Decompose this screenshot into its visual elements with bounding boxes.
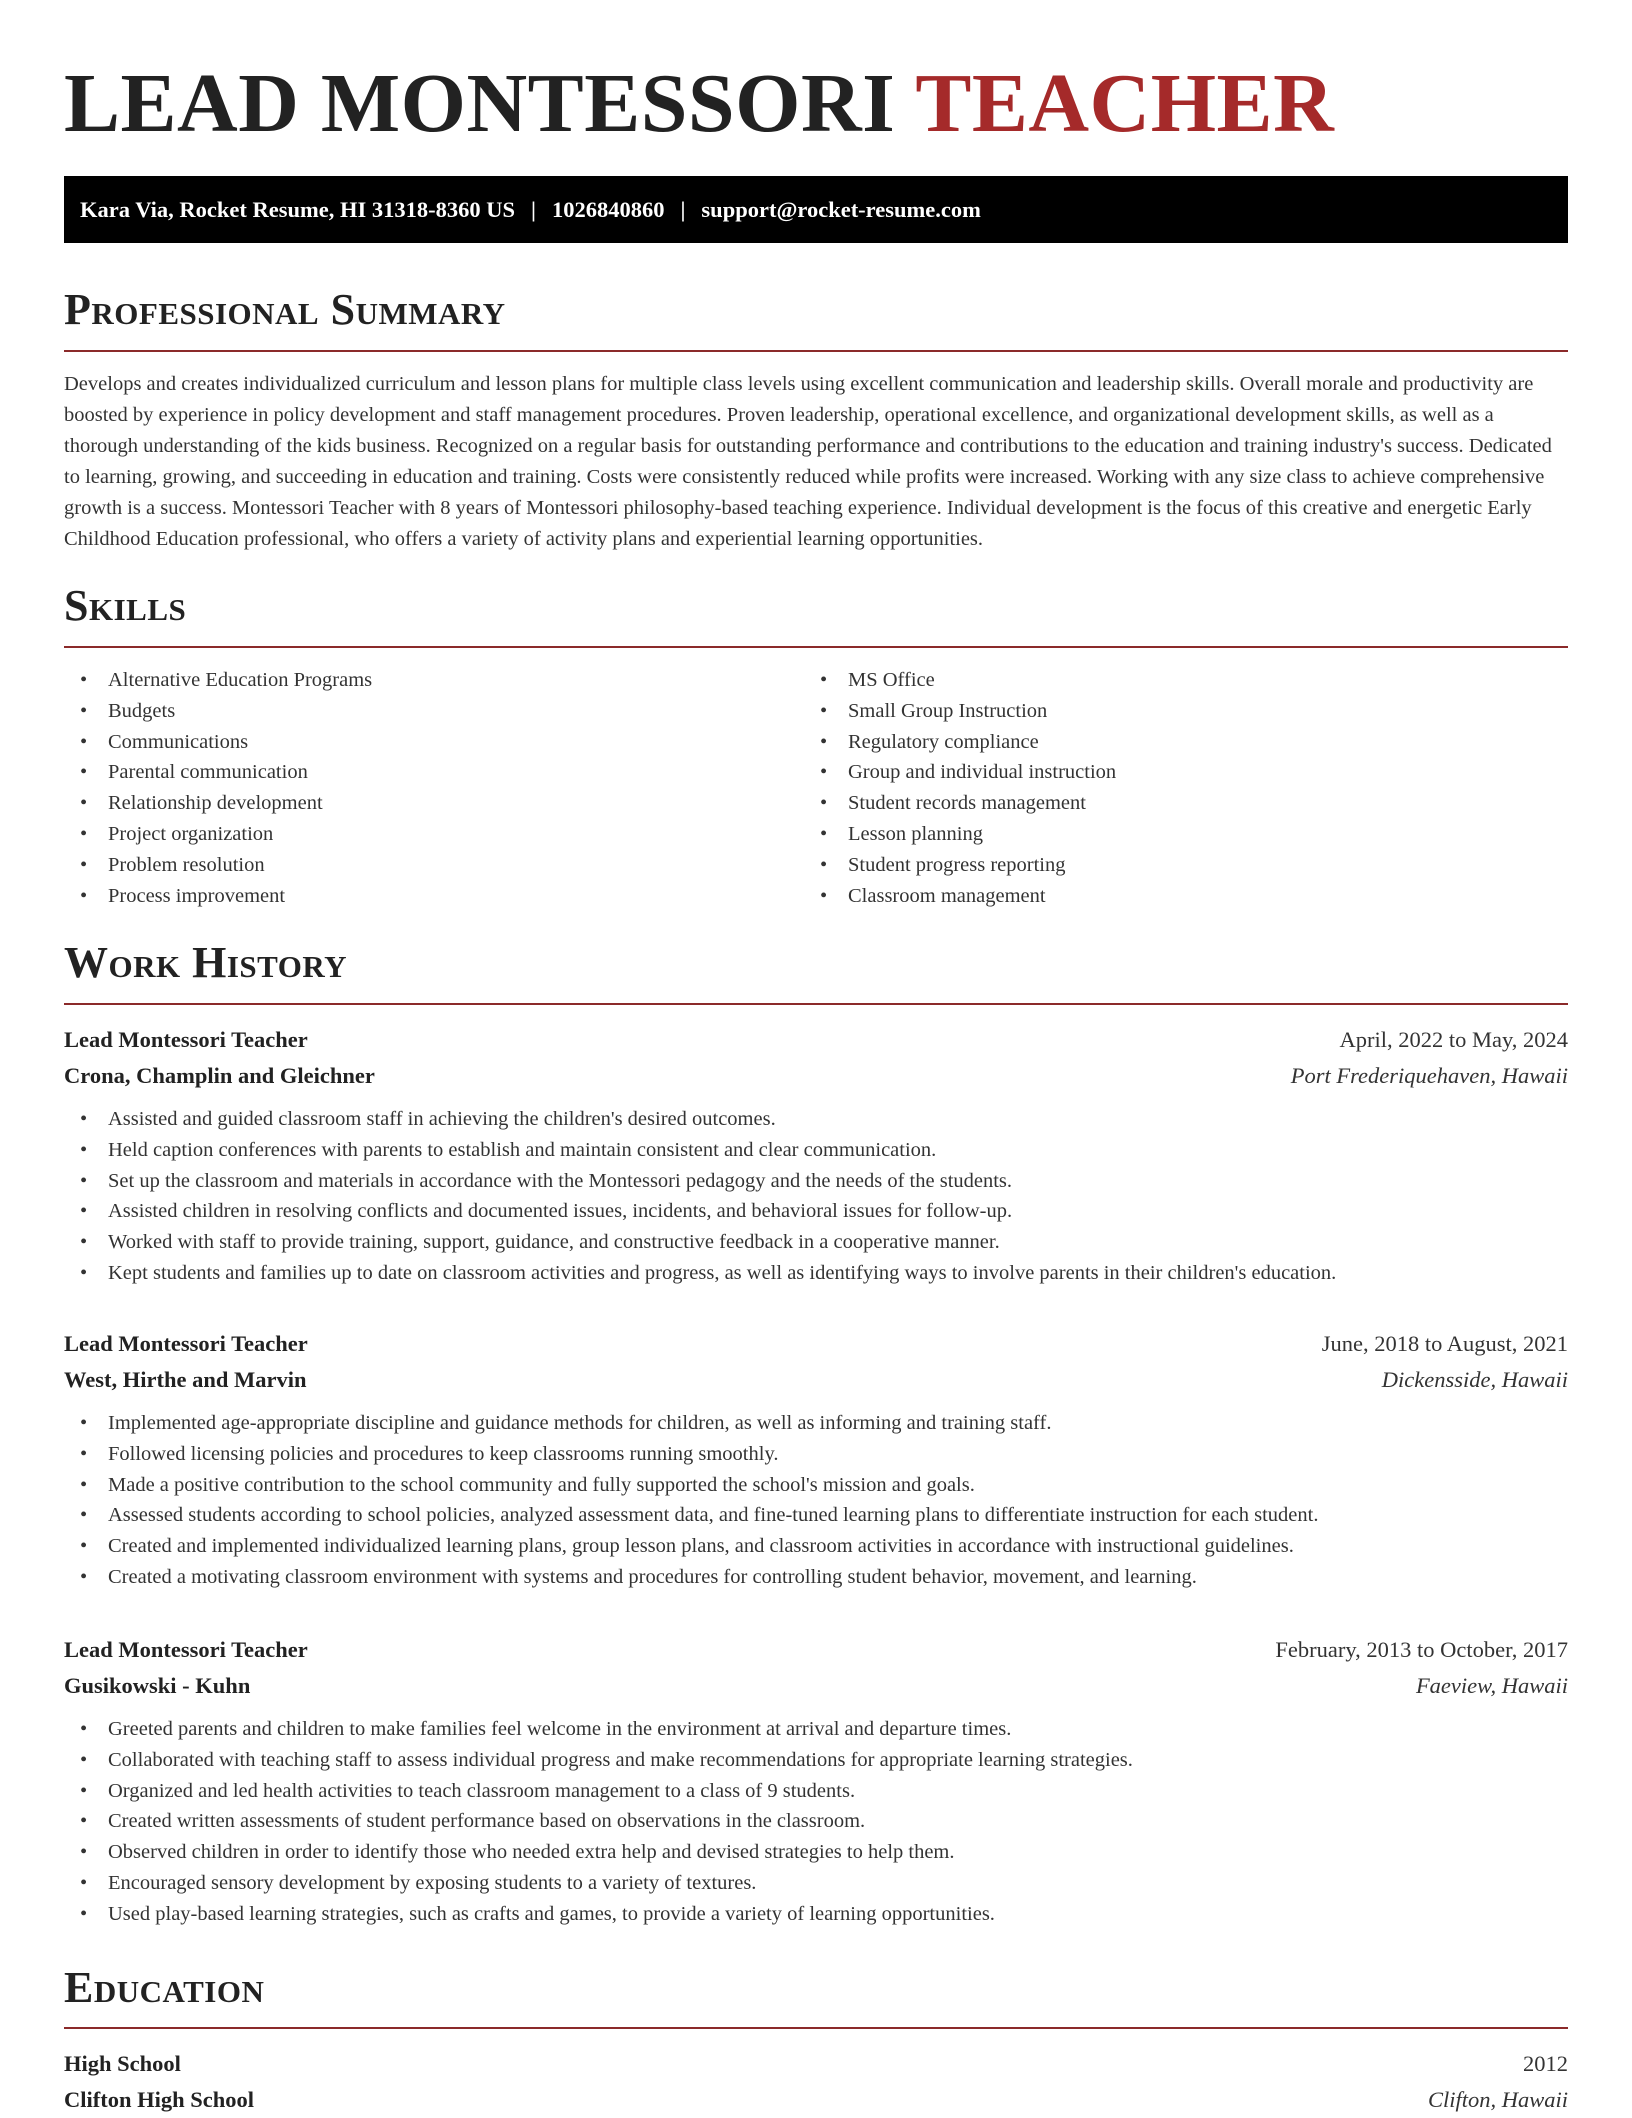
skill-item: • Process improvement	[64, 881, 764, 912]
skills-list-right	[804, 665, 1504, 911]
resume-title	[64, 0, 1568, 154]
job-bullet: • Assessed students according to school policies, analyzed assessment data, and fine-tuned learning plans to differentiate instruction for each student.	[64, 1500, 1568, 1531]
skills-left-column	[64, 665, 764, 911]
job-dates: April, 2022 to May, 2024	[1339, 1027, 1568, 1052]
section-divider	[64, 1003, 1568, 1005]
skill-item: • Problem resolution	[64, 850, 764, 881]
skills-right-column	[804, 665, 1504, 911]
skill-item: • Communications	[64, 727, 764, 758]
job-bullet: • Encouraged sensory development by exposing students to a variety of textures.	[64, 1868, 1568, 1899]
job-title: Lead Montessori Teacher	[64, 1027, 308, 1052]
resume-page	[64, 0, 1568, 2112]
job-company: Crona, Champlin and Gleichner	[64, 1063, 375, 1088]
job-company: Gusikowski - Kuhn	[64, 1673, 251, 1698]
education-location: Clifton, Hawaii	[1427, 2087, 1568, 2112]
job-bullet: • Kept students and families up to date on classroom activities and progress, as well as identifying ways to involve parents in their children's education.	[64, 1258, 1568, 1289]
job-dates: June, 2018 to August, 2021	[1321, 1331, 1568, 1356]
job-title: Lead Montessori Teacher	[64, 1331, 308, 1356]
work-heading: Work History	[64, 938, 348, 987]
job-bullets	[64, 1408, 1568, 1593]
job-location: Dickensside, Hawaii	[1381, 1367, 1568, 1392]
job-location: Faeview, Hawaii	[1415, 1673, 1568, 1698]
section-divider	[64, 2027, 1568, 2029]
job-header-row	[64, 1022, 1568, 1058]
job-entry	[64, 1326, 1568, 1593]
job-company-row	[64, 1668, 1568, 1704]
title-accent: TEACHER	[915, 57, 1335, 150]
skill-item: • Budgets	[64, 696, 764, 727]
job-title: Lead Montessori Teacher	[64, 1637, 308, 1662]
job-header-row	[64, 1326, 1568, 1362]
job-header-row	[64, 1632, 1568, 1668]
contact-phone: 1026840860	[551, 196, 665, 222]
job-bullet: • Greeted parents and children to make families feel welcome in the environment at arrival and departure times.	[64, 1714, 1568, 1745]
skill-item: • Group and individual instruction	[804, 757, 1504, 788]
section-divider	[64, 350, 1568, 352]
skills-heading: Skills	[64, 581, 187, 630]
job-location: Port Frederiquehaven, Hawaii	[1290, 1063, 1568, 1088]
education-school: Clifton High School	[64, 2087, 255, 2112]
job-bullets	[64, 1714, 1568, 1930]
job-bullet: • Followed licensing policies and procedures to keep classrooms running smoothly.	[64, 1439, 1568, 1470]
job-bullet: • Made a positive contribution to the school community and fully supported the school's mission and goals.	[64, 1470, 1568, 1501]
contact-separator: |	[680, 196, 686, 222]
job-bullet: • Created written assessments of student performance based on observations in the classroom.	[64, 1806, 1568, 1837]
contact-bar	[64, 176, 1568, 243]
skill-item: • Small Group Instruction	[804, 696, 1504, 727]
education-header-row	[64, 2046, 1568, 2082]
skill-item: • Relationship development	[64, 788, 764, 819]
job-bullet: • Created and implemented individualized learning plans, group lesson plans, and classroom activities in accordance with instructional guidelines.	[64, 1531, 1568, 1562]
job-bullet: • Collaborated with teaching staff to assess individual progress and make recommendations for appropriate learning strategies.	[64, 1745, 1568, 1776]
job-dates: February, 2013 to October, 2017	[1275, 1637, 1568, 1662]
job-bullets	[64, 1104, 1568, 1289]
job-bullet: • Held caption conferences with parents to establish and maintain consistent and clear communication.	[64, 1135, 1568, 1166]
education-degree: High School	[64, 2051, 181, 2076]
skill-item: • MS Office	[804, 665, 1504, 696]
summary-text: Develops and creates individualized curriculum and lesson plans for multiple class levels using excellent communication and leadership skills. Overall morale and productivity are boosted by experience in policy development and staff management procedures. Proven leadership, operational excellence, and organizational development skills, as well as a thorough understanding of the kids business. Recognized on a regular basis for outstanding performance and contributions to the education and training industry's success. Dedicated to learning, growing, and succeeding in education and training. Costs were consistently reduced while profits were increased. Working with any size class to achieve comprehensive growth is a success. Montessori Teacher with 8 years of Montessori philosophy-based teaching experience. Individual development is the focus of this creative and energetic Early Childhood Education professional, who offers a variety of activity plans and experiential learning opportunities.	[64, 373, 1552, 550]
job-bullet: • Created a motivating classroom environment with systems and procedures for controlling student behavior, movement, and learning.	[64, 1562, 1568, 1593]
contact-separator: |	[530, 196, 536, 222]
skills-list-left	[64, 665, 764, 911]
section-divider	[64, 646, 1568, 648]
skill-item: • Parental communication	[64, 757, 764, 788]
contact-email: support@rocket-resume.com	[701, 196, 981, 222]
skill-item: • Project organization	[64, 819, 764, 850]
education-entry	[64, 2046, 1568, 2118]
job-bullet: • Worked with staff to provide training, support, guidance, and constructive feedback in a cooperative manner.	[64, 1227, 1568, 1258]
job-company-row	[64, 1362, 1568, 1398]
job-company-row	[64, 1058, 1568, 1094]
education-heading: Education	[64, 1963, 265, 2012]
skill-item: • Alternative Education Programs	[64, 665, 764, 696]
title-main: LEAD MONTESSORI	[64, 57, 896, 150]
education-year: 2012	[1523, 2051, 1568, 2076]
education-school-row	[64, 2082, 1568, 2118]
skill-item: • Regulatory compliance	[804, 727, 1504, 758]
job-bullet: • Assisted children in resolving conflicts and documented issues, incidents, and behavioral issues for follow-up.	[64, 1196, 1568, 1227]
skill-item: • Classroom management	[804, 881, 1504, 912]
job-bullet: • Assisted and guided classroom staff in achieving the children's desired outcomes.	[64, 1104, 1568, 1135]
skill-item: • Student records management	[804, 788, 1504, 819]
job-bullet: • Organized and led health activities to teach classroom management to a class of 9 students.	[64, 1776, 1568, 1807]
job-company: West, Hirthe and Marvin	[64, 1367, 307, 1392]
contact-address: Kara Via, Rocket Resume, HI 31318-8360 US	[80, 196, 515, 222]
job-bullet: • Implemented age-appropriate discipline and guidance methods for children, as well as informing and training staff.	[64, 1408, 1568, 1439]
job-entry	[64, 1632, 1568, 1930]
skill-item: • Student progress reporting	[804, 850, 1504, 881]
job-bullet: • Set up the classroom and materials in accordance with the Montessori pedagogy and the needs of the students.	[64, 1166, 1568, 1197]
job-bullet: • Observed children in order to identify those who needed extra help and devised strategies to help them.	[64, 1837, 1568, 1868]
skill-item: • Lesson planning	[804, 819, 1504, 850]
job-entry	[64, 1022, 1568, 1289]
summary-heading: Professional Summary	[64, 285, 506, 334]
job-bullet: • Used play-based learning strategies, such as crafts and games, to provide a variety of learning opportunities.	[64, 1899, 1568, 1930]
